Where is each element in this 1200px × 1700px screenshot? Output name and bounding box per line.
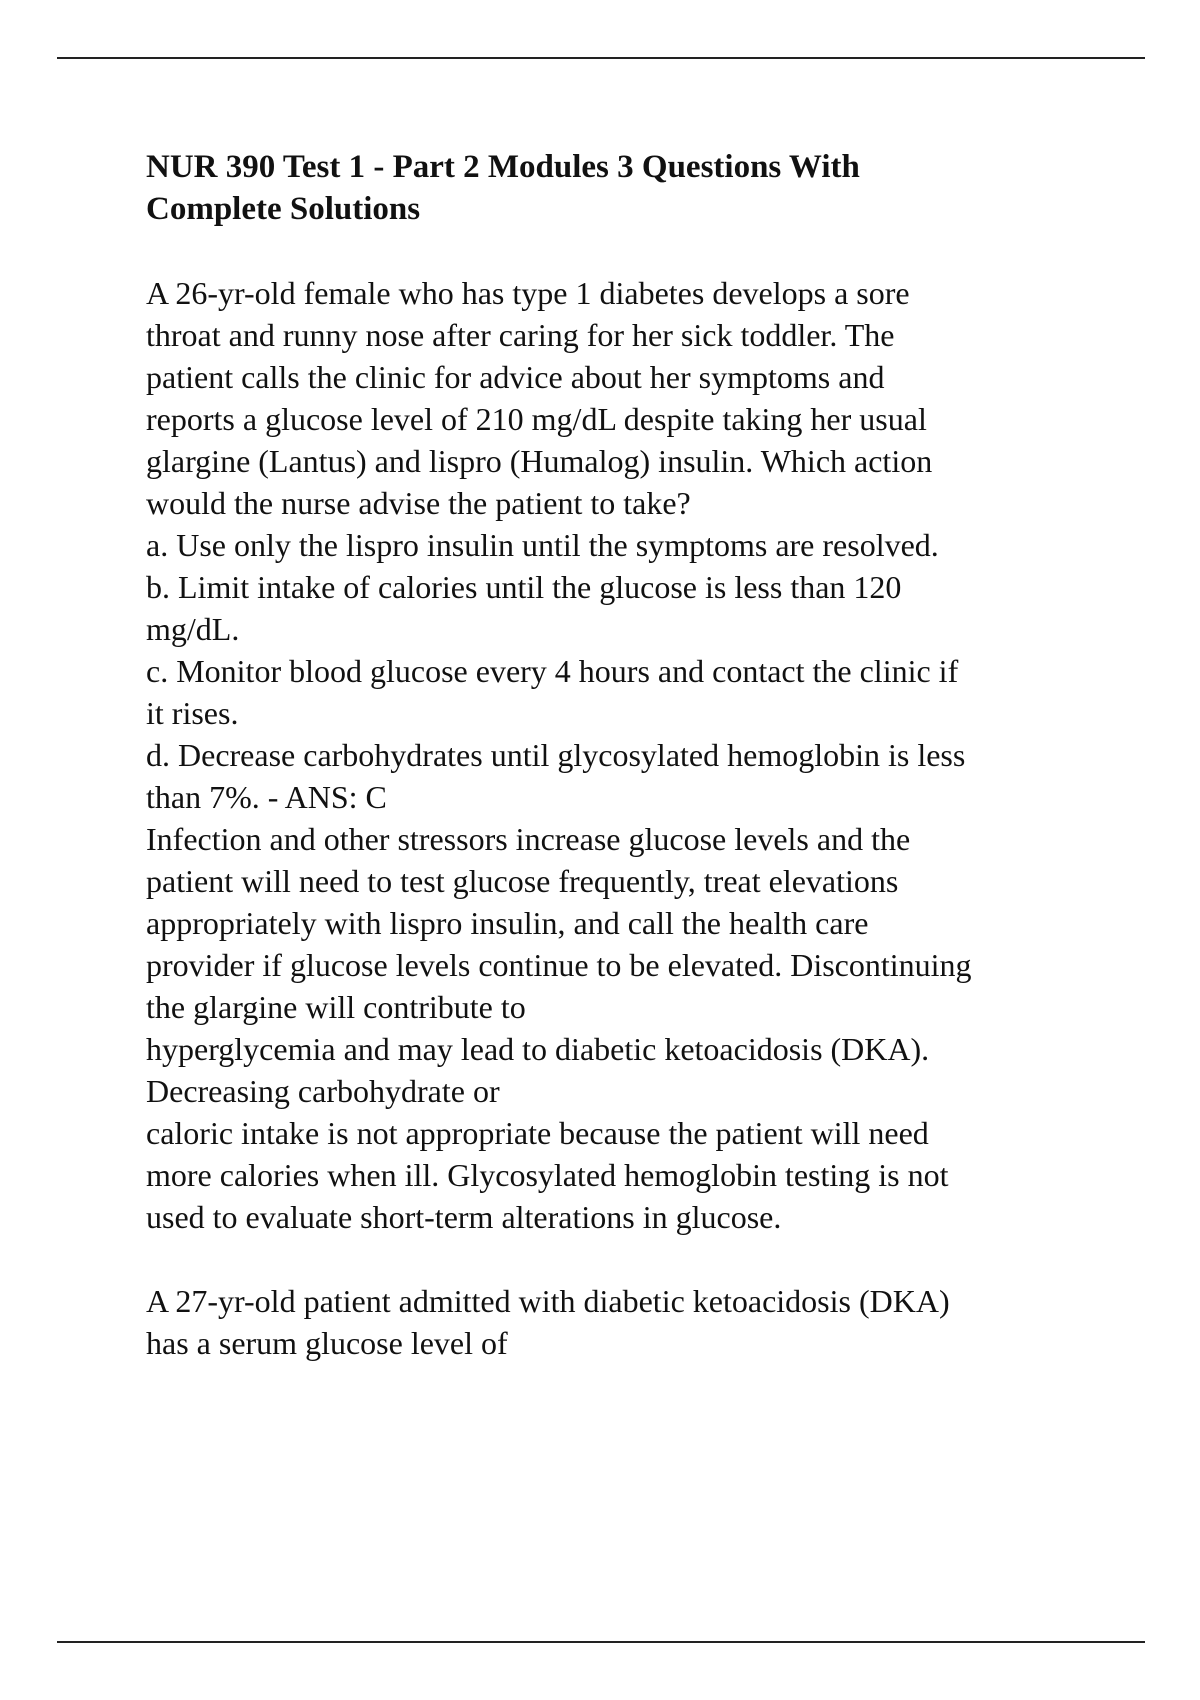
stem-line: throat and runny nose after caring for her sick toddler. The bbox=[146, 317, 895, 353]
stem-line: patient calls the clinic for advice about her symptoms and bbox=[146, 359, 885, 395]
stem-line: has a serum glucose level of bbox=[146, 1325, 508, 1361]
top-divider bbox=[57, 57, 1145, 59]
question-1-options bbox=[146, 524, 1094, 818]
rationale-line: caloric intake is not appropriate because the patient will need bbox=[146, 1115, 929, 1151]
rationale-line: appropriately with lispro insulin, and call the health care bbox=[146, 905, 869, 941]
bottom-divider bbox=[57, 1641, 1145, 1643]
option-line: b. Limit intake of calories until the glucose is less than 120 bbox=[146, 569, 902, 605]
document-title bbox=[146, 146, 1094, 230]
option-line: a. Use only the lispro insulin until the symptoms are resolved. bbox=[146, 527, 939, 563]
title-line: NUR 390 Test 1 - Part 2 Modules 3 Questions With bbox=[146, 149, 860, 185]
rationale-line: patient will need to test glucose frequently, treat elevations bbox=[146, 863, 899, 899]
question-1 bbox=[146, 272, 1094, 1238]
option-line: it rises. bbox=[146, 695, 239, 731]
stem-line: A 27-yr-old patient admitted with diabetic ketoacidosis (DKA) bbox=[146, 1283, 950, 1319]
rationale-line: more calories when ill. Glycosylated hemoglobin testing is not bbox=[146, 1157, 949, 1193]
rationale-line: Infection and other stressors increase glucose levels and the bbox=[146, 821, 911, 857]
stem-line: glargine (Lantus) and lispro (Humalog) insulin. Which action bbox=[146, 443, 933, 479]
document-body bbox=[146, 146, 1094, 1364]
rationale-line: provider if glucose levels continue to be elevated. Discontinuing bbox=[146, 947, 972, 983]
stem-line: A 26-yr-old female who has type 1 diabetes develops a sore bbox=[146, 275, 910, 311]
rationale-line: hyperglycemia and may lead to diabetic ketoacidosis (DKA). bbox=[146, 1031, 930, 1067]
question-1-rationale bbox=[146, 818, 1094, 1238]
rationale-line: the glargine will contribute to bbox=[146, 989, 526, 1025]
rationale-line: used to evaluate short-term alterations in glucose. bbox=[146, 1199, 782, 1235]
question-1-stem bbox=[146, 272, 1094, 524]
rationale-line: Decreasing carbohydrate or bbox=[146, 1073, 500, 1109]
title-line: Complete Solutions bbox=[146, 191, 421, 227]
option-line: mg/dL. bbox=[146, 611, 240, 647]
option-line: d. Decrease carbohydrates until glycosylated hemoglobin is less bbox=[146, 737, 966, 773]
option-line: c. Monitor blood glucose every 4 hours and contact the clinic if bbox=[146, 653, 959, 689]
question-2 bbox=[146, 1280, 1094, 1364]
stem-line: would the nurse advise the patient to take? bbox=[146, 485, 691, 521]
stem-line: reports a glucose level of 210 mg/dL despite taking her usual bbox=[146, 401, 927, 437]
option-line: than 7%. - ANS: C bbox=[146, 779, 387, 815]
